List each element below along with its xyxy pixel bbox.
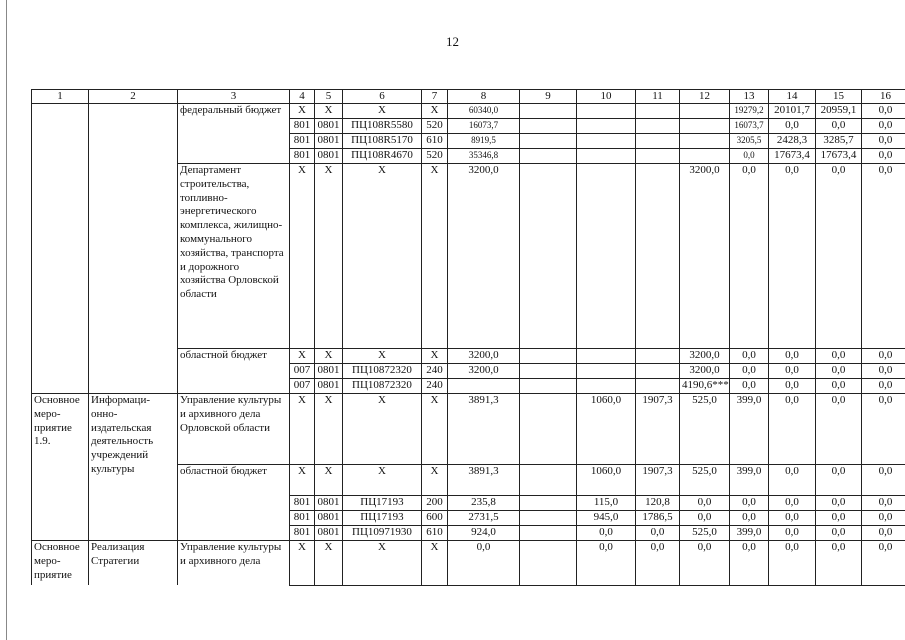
value-cell bbox=[636, 149, 680, 164]
value-cell bbox=[520, 104, 577, 119]
value-cell: X bbox=[422, 104, 448, 119]
value-cell bbox=[636, 349, 680, 364]
value-cell: ПЦ17193 bbox=[343, 496, 422, 511]
value-cell: 007 bbox=[290, 379, 315, 394]
value-cell: 801 bbox=[290, 149, 315, 164]
value-cell: 0,0 bbox=[862, 349, 905, 364]
value-cell: ПЦ17193 bbox=[343, 511, 422, 526]
funding-source-federal: федеральный бюджет bbox=[178, 104, 290, 164]
value-cell bbox=[520, 526, 577, 541]
value-cell: X bbox=[422, 164, 448, 349]
value-cell: 0801 bbox=[315, 526, 343, 541]
value-cell bbox=[520, 164, 577, 349]
value-cell: 0,0 bbox=[769, 394, 816, 465]
value-cell: 0,0 bbox=[816, 119, 862, 134]
value-cell: 1060,0 bbox=[577, 465, 636, 496]
value-cell: 240 bbox=[422, 364, 448, 379]
table-row bbox=[32, 394, 905, 465]
column-header: 16 bbox=[862, 90, 905, 104]
col2-empty bbox=[89, 104, 178, 394]
department-construction: Департамент строительства, топливно-энергетического комплекса, жилищно-коммунального хозяйства, транспорта и дорожного хозяйства Орловской области bbox=[178, 164, 290, 349]
value-cell: 0,0 bbox=[769, 349, 816, 364]
measure-name: Реализация Стратегии bbox=[89, 541, 178, 586]
value-cell: 3200,0 bbox=[448, 364, 520, 379]
value-cell: 525,0 bbox=[680, 394, 730, 465]
value-cell: X bbox=[315, 104, 343, 119]
table-row bbox=[32, 541, 905, 586]
value-cell: 0,0 bbox=[816, 526, 862, 541]
col1-empty bbox=[32, 104, 89, 394]
value-cell: 0,0 bbox=[862, 541, 905, 586]
value-cell bbox=[520, 379, 577, 394]
value-cell: 0,0 bbox=[816, 541, 862, 586]
value-cell: 8919,5 bbox=[448, 134, 520, 149]
column-header: 1 bbox=[32, 90, 89, 104]
value-cell: 945,0 bbox=[577, 511, 636, 526]
value-cell: 600 bbox=[422, 511, 448, 526]
value-cell: 0,0 bbox=[816, 164, 862, 349]
value-cell: ПЦ108R5580 bbox=[343, 119, 422, 134]
value-cell: X bbox=[422, 349, 448, 364]
value-cell bbox=[520, 511, 577, 526]
value-cell: 0,0 bbox=[680, 511, 730, 526]
value-cell bbox=[636, 364, 680, 379]
value-cell: 0,0 bbox=[816, 379, 862, 394]
value-cell bbox=[636, 134, 680, 149]
header-row bbox=[32, 90, 905, 104]
value-cell: 3200,0 bbox=[680, 349, 730, 364]
value-cell: 801 bbox=[290, 134, 315, 149]
value-cell bbox=[520, 394, 577, 465]
column-header: 10 bbox=[577, 90, 636, 104]
value-cell: X bbox=[290, 394, 315, 465]
value-cell: 1060,0 bbox=[577, 394, 636, 465]
value-cell bbox=[448, 379, 520, 394]
value-cell: 0801 bbox=[315, 134, 343, 149]
value-cell: 0801 bbox=[315, 379, 343, 394]
value-cell: 0,0 bbox=[769, 511, 816, 526]
value-cell: 610 bbox=[422, 134, 448, 149]
value-cell: 0,0 bbox=[769, 465, 816, 496]
value-cell: 0,0 bbox=[730, 164, 769, 349]
value-cell: 007 bbox=[290, 364, 315, 379]
value-cell: X bbox=[315, 394, 343, 465]
value-cell: X bbox=[315, 465, 343, 496]
value-cell: X bbox=[315, 541, 343, 586]
value-cell: 520 bbox=[422, 119, 448, 134]
value-cell: 0,0 bbox=[862, 119, 905, 134]
value-cell: 801 bbox=[290, 496, 315, 511]
value-cell: 0,0 bbox=[636, 526, 680, 541]
value-cell: 0801 bbox=[315, 511, 343, 526]
column-header: 14 bbox=[769, 90, 816, 104]
value-cell bbox=[636, 119, 680, 134]
value-cell bbox=[520, 496, 577, 511]
value-cell: 200 bbox=[422, 496, 448, 511]
value-cell: 0,0 bbox=[816, 465, 862, 496]
value-cell: 0,0 bbox=[769, 526, 816, 541]
value-cell bbox=[520, 134, 577, 149]
value-cell: 60340,0 bbox=[448, 104, 520, 119]
value-cell: 3200,0 bbox=[448, 349, 520, 364]
value-cell: X bbox=[343, 164, 422, 349]
value-cell bbox=[577, 104, 636, 119]
value-cell: 1907,3 bbox=[636, 394, 680, 465]
value-cell: X bbox=[343, 465, 422, 496]
column-header: 13 bbox=[730, 90, 769, 104]
measure-number: Основное меро-приятие bbox=[32, 541, 89, 586]
value-cell bbox=[577, 119, 636, 134]
value-cell: 610 bbox=[422, 526, 448, 541]
value-cell: 19279,2 bbox=[730, 104, 769, 119]
value-cell: 0,0 bbox=[730, 149, 769, 164]
value-cell: 0,0 bbox=[816, 511, 862, 526]
column-header: 8 bbox=[448, 90, 520, 104]
value-cell: 399,0 bbox=[730, 465, 769, 496]
value-cell bbox=[577, 134, 636, 149]
value-cell: 35346,8 bbox=[448, 149, 520, 164]
value-cell: 0801 bbox=[315, 149, 343, 164]
value-cell: ПЦ10872320 bbox=[343, 364, 422, 379]
value-cell: 0,0 bbox=[680, 541, 730, 586]
column-header: 6 bbox=[343, 90, 422, 104]
value-cell: 17673,4 bbox=[769, 149, 816, 164]
value-cell bbox=[520, 149, 577, 164]
value-cell: ПЦ108R4670 bbox=[343, 149, 422, 164]
funding-source-regional: областной бюджет bbox=[178, 349, 290, 394]
value-cell: X bbox=[290, 541, 315, 586]
value-cell: 16073,7 bbox=[730, 119, 769, 134]
value-cell: 0801 bbox=[315, 364, 343, 379]
table-row bbox=[32, 104, 905, 119]
value-cell: 0801 bbox=[315, 119, 343, 134]
value-cell bbox=[636, 104, 680, 119]
value-cell: X bbox=[343, 394, 422, 465]
value-cell: 0,0 bbox=[862, 394, 905, 465]
value-cell: 0,0 bbox=[448, 541, 520, 586]
value-cell bbox=[520, 119, 577, 134]
value-cell: 2428,3 bbox=[769, 134, 816, 149]
value-cell: 801 bbox=[290, 119, 315, 134]
value-cell: 0,0 bbox=[577, 541, 636, 586]
value-cell: 0,0 bbox=[862, 465, 905, 496]
value-cell: 0,0 bbox=[636, 541, 680, 586]
column-header: 3 bbox=[178, 90, 290, 104]
value-cell: 1786,5 bbox=[636, 511, 680, 526]
value-cell: 399,0 bbox=[730, 394, 769, 465]
value-cell: 240 bbox=[422, 379, 448, 394]
value-cell: 0,0 bbox=[862, 496, 905, 511]
value-cell: 0,0 bbox=[730, 349, 769, 364]
value-cell: 525,0 bbox=[680, 465, 730, 496]
value-cell bbox=[577, 164, 636, 349]
measure-number: Основное меро-приятие 1.9. bbox=[32, 394, 89, 541]
value-cell: 3200,0 bbox=[680, 364, 730, 379]
value-cell: X bbox=[422, 541, 448, 586]
value-cell: 3200,0 bbox=[680, 164, 730, 349]
value-cell: 0,0 bbox=[769, 541, 816, 586]
value-cell: 0,0 bbox=[816, 496, 862, 511]
column-header: 12 bbox=[680, 90, 730, 104]
value-cell bbox=[577, 364, 636, 379]
funding-source-regional: областной бюджет bbox=[178, 465, 290, 541]
value-cell: X bbox=[343, 541, 422, 586]
column-header: 5 bbox=[315, 90, 343, 104]
value-cell bbox=[577, 379, 636, 394]
value-cell: 801 bbox=[290, 511, 315, 526]
value-cell bbox=[680, 104, 730, 119]
value-cell: X bbox=[290, 465, 315, 496]
value-cell: X bbox=[290, 164, 315, 349]
value-cell: 115,0 bbox=[577, 496, 636, 511]
value-cell: X bbox=[290, 104, 315, 119]
value-cell bbox=[520, 541, 577, 586]
value-cell: 0,0 bbox=[862, 164, 905, 349]
value-cell: X bbox=[290, 349, 315, 364]
value-cell: 3891,3 bbox=[448, 465, 520, 496]
value-cell: 120,8 bbox=[636, 496, 680, 511]
value-cell bbox=[636, 164, 680, 349]
value-cell: 0,0 bbox=[730, 364, 769, 379]
value-cell: 0,0 bbox=[816, 364, 862, 379]
value-cell: 0,0 bbox=[862, 149, 905, 164]
value-cell: X bbox=[343, 349, 422, 364]
value-cell: X bbox=[422, 465, 448, 496]
value-cell: X bbox=[343, 104, 422, 119]
value-cell: X bbox=[315, 349, 343, 364]
responsible-executor: Управление культуры и архивного дела bbox=[178, 541, 290, 586]
column-header: 11 bbox=[636, 90, 680, 104]
value-cell: ПЦ10872320 bbox=[343, 379, 422, 394]
value-cell bbox=[636, 379, 680, 394]
value-cell: 0,0 bbox=[862, 526, 905, 541]
value-cell: 520 bbox=[422, 149, 448, 164]
scan-edge-line bbox=[6, 0, 7, 640]
value-cell: 525,0 bbox=[680, 526, 730, 541]
value-cell: X bbox=[422, 394, 448, 465]
value-cell: 801 bbox=[290, 526, 315, 541]
value-cell bbox=[680, 134, 730, 149]
value-cell: 3200,0 bbox=[448, 164, 520, 349]
value-cell: 235,8 bbox=[448, 496, 520, 511]
value-cell: 0801 bbox=[315, 496, 343, 511]
value-cell: 0,0 bbox=[730, 541, 769, 586]
value-cell: ПЦ108R5170 bbox=[343, 134, 422, 149]
value-cell: 3285,7 bbox=[816, 134, 862, 149]
value-cell: 20959,1 bbox=[816, 104, 862, 119]
value-cell: 399,0 bbox=[730, 526, 769, 541]
value-cell bbox=[577, 149, 636, 164]
value-cell: 0,0 bbox=[862, 104, 905, 119]
value-cell bbox=[680, 119, 730, 134]
value-cell: 3891,3 bbox=[448, 394, 520, 465]
value-cell: 3205,5 bbox=[730, 134, 769, 149]
value-cell: 4190,6*** bbox=[680, 379, 730, 394]
value-cell: 0,0 bbox=[862, 134, 905, 149]
value-cell: 0,0 bbox=[816, 349, 862, 364]
responsible-executor: Управление культуры и архивного дела Орловской области bbox=[178, 394, 290, 465]
value-cell: 0,0 bbox=[769, 379, 816, 394]
value-cell: 0,0 bbox=[769, 119, 816, 134]
column-header: 7 bbox=[422, 90, 448, 104]
value-cell: ПЦ10971930 bbox=[343, 526, 422, 541]
value-cell: 0,0 bbox=[769, 364, 816, 379]
value-cell bbox=[520, 465, 577, 496]
column-header: 15 bbox=[816, 90, 862, 104]
value-cell: 0,0 bbox=[816, 394, 862, 465]
value-cell bbox=[520, 349, 577, 364]
value-cell: 20101,7 bbox=[769, 104, 816, 119]
value-cell: 0,0 bbox=[730, 496, 769, 511]
value-cell: 16073,7 bbox=[448, 119, 520, 134]
value-cell: 2731,5 bbox=[448, 511, 520, 526]
budget-table bbox=[31, 89, 905, 586]
page-number: 12 bbox=[446, 34, 459, 49]
value-cell: 0,0 bbox=[680, 496, 730, 511]
value-cell: X bbox=[315, 164, 343, 349]
value-cell: 0,0 bbox=[862, 511, 905, 526]
column-header: 4 bbox=[290, 90, 315, 104]
value-cell: 0,0 bbox=[862, 364, 905, 379]
value-cell: 17673,4 bbox=[816, 149, 862, 164]
value-cell: 0,0 bbox=[769, 496, 816, 511]
value-cell: 0,0 bbox=[730, 511, 769, 526]
value-cell: 1907,3 bbox=[636, 465, 680, 496]
value-cell bbox=[577, 349, 636, 364]
value-cell: 0,0 bbox=[769, 164, 816, 349]
measure-name: Информаци-онно-издательская деятельность учреждений культуры bbox=[89, 394, 178, 541]
value-cell: 0,0 bbox=[730, 379, 769, 394]
column-header: 2 bbox=[89, 90, 178, 104]
column-header: 9 bbox=[520, 90, 577, 104]
value-cell bbox=[680, 149, 730, 164]
value-cell: 0,0 bbox=[577, 526, 636, 541]
value-cell: 924,0 bbox=[448, 526, 520, 541]
value-cell bbox=[520, 364, 577, 379]
value-cell: 0,0 bbox=[862, 379, 905, 394]
